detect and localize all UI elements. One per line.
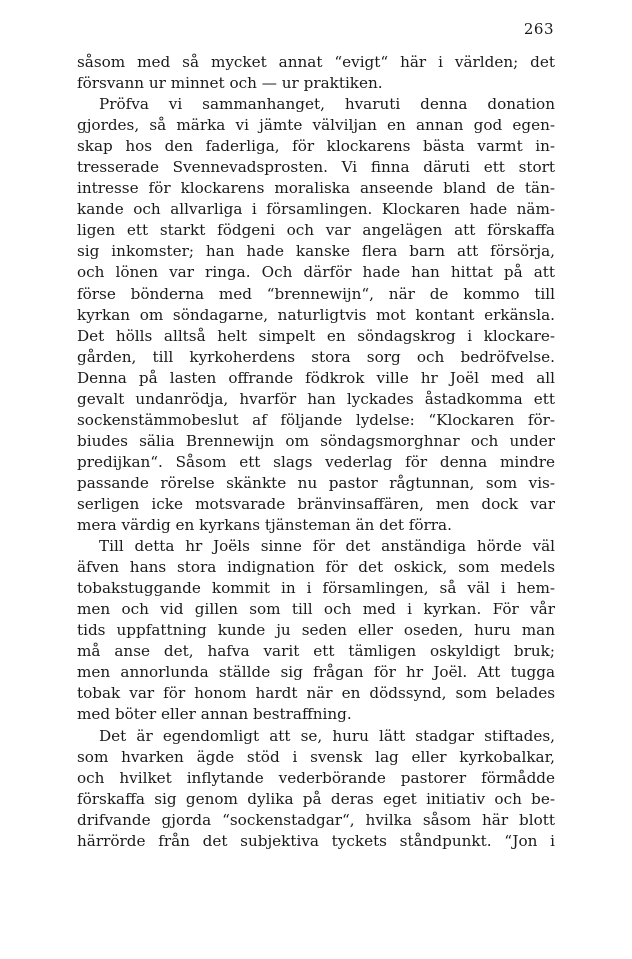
text-line: tobakstuggande kommit in i församlingen, så väl i hem- [77,579,555,598]
text-line: och hvilket inflytande vederbörande pastorer förmådde [77,768,555,787]
paragraph [77,726,555,852]
text-line: biudes sälia Brennewijn om söndagsmorghnar och under [77,431,555,450]
text-line: mera värdig en kyrkans tjänsteman än det förra. [77,516,452,535]
text-line: förse bönderna med “brennewijn“, när de kommo till [77,284,555,303]
text-line: gården, till kyrkoherdens stora sorg och bedröfvelse. [77,347,555,366]
text-line: tids uppfattning kunde ju seden eller oseden, huru man [77,621,555,640]
paragraph [77,52,555,94]
body-text [77,52,555,852]
text-line: passande rörelse skänkte nu pastor rågtunnan, som vis- [77,473,555,492]
text-line: kande och allvarliga i församlingen. Klockaren hade näm- [77,200,555,219]
text-line: sockenstämmobeslut af följande lydelse: “Klockaren för- [77,410,555,429]
text-line: gevalt undanrödja, hvarför han lyckades åstadkomma ett [77,389,555,408]
text-line: härrörde från det subjektiva tyckets ståndpunkt. “Jon i [77,831,555,850]
text-line: men annorlunda ställde sig frågan för hr Joël. Att tugga [77,663,555,682]
text-line: kyrkan om söndagarne, naturligtvis mot kontant erkänsla. [77,305,555,324]
paragraph [77,536,555,725]
text-line: såsom med så mycket annat “evigt“ här i världen; det [77,53,555,71]
text-line: tresserade Svennevadsprosten. Vi finna däruti ett stort [77,158,555,177]
text-line: förskaffa sig genom dylika på deras eget initiativ och be- [77,789,555,808]
text-line: Det är egendomligt att se, huru lätt stadgar stiftades, [99,726,555,745]
text-line: predijkan“. Såsom ett slags vederlag för denna mindre [77,452,555,471]
text-line: må anse det, hafva varit ett tämligen oskyldigt bruk; [77,642,555,661]
text-line: sig inkomster; han hade kanske flera barn att försörja, [77,242,555,261]
text-line: Pröfva vi sammanhanget, hvaruti denna donation [99,95,555,114]
text-line: med böter eller annan bestraffning. [77,705,352,724]
text-line: skap hos den faderliga, för klockarens bästa varmt in- [77,137,555,156]
text-line: tobak var för honom hardt när en dödssynd, som belades [77,684,555,703]
paragraph [77,94,555,536]
text-line: men och vid gillen som till och med i kyrkan. För vår [77,600,555,619]
text-line: gjordes, så märka vi jämte välviljan en annan god egen- [77,116,555,135]
text-line: Denna på lasten offrande födkrok ville hr Joël med all [77,368,555,387]
text-line: ligen ett starkt födgeni och var angelägen att förskaffa [77,221,555,240]
text-line: äfven hans stora indignation för det oskick, som medels [77,558,555,577]
page-number: 263 [523,20,554,38]
text-line: intresse för klockarens moraliska anseende bland de tän- [77,179,555,198]
text-line: som hvarken ägde stöd i svensk lag eller kyrkobalkar, [77,747,555,766]
text-line: och lönen var ringa. Och därför hade han hittat på att [77,263,555,282]
text-line: Till detta hr Joëls sinne för det anständiga hörde väl [99,537,555,556]
text-line: serligen icke motsvarade bränvinsaffären, men dock var [77,494,555,513]
text-line: Det hölls alltså helt simpelt en söndagskrog i klockare- [77,326,555,345]
text-line: drifvande gjorda “sockenstadgar“, hvilka såsom här blott [77,810,555,829]
text-line: försvann ur minnet och — ur praktiken. [77,74,383,93]
